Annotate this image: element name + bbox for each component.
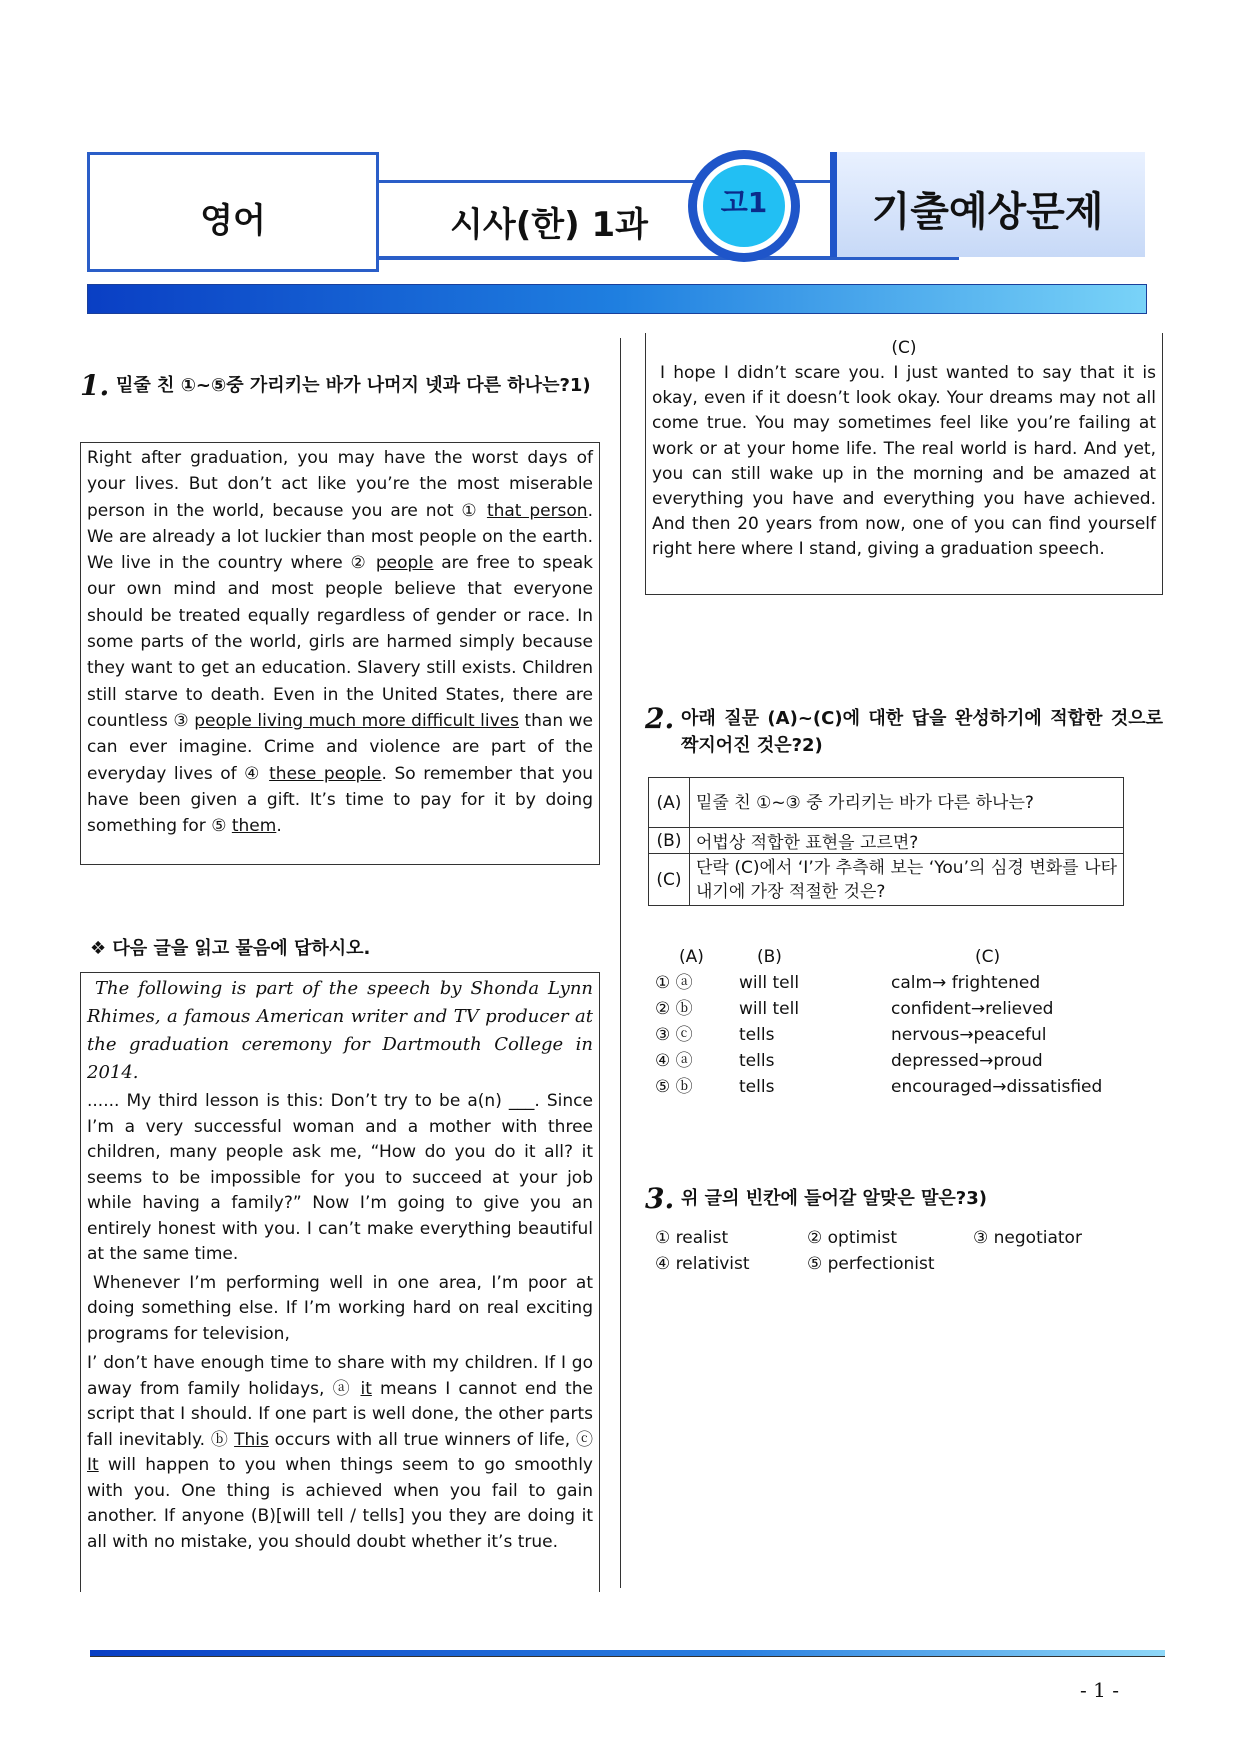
col-header-a: (A) xyxy=(679,947,704,967)
choice-row[interactable] xyxy=(655,996,1155,1022)
option-4[interactable]: ④ relativist xyxy=(655,1254,750,1274)
subject-box xyxy=(87,152,379,272)
speech-passage xyxy=(80,972,600,1592)
choice-c: depressed→proud xyxy=(891,1051,1043,1071)
passage-text: . We are already a lot luckier than most people on the earth. We live in the country where ② xyxy=(87,500,593,574)
choice-row[interactable] xyxy=(655,1048,1155,1074)
question-2-number: 2. xyxy=(645,702,675,735)
question-1 xyxy=(80,369,600,402)
page-title: 기출예상문제 xyxy=(871,189,1104,235)
grade-label: 고1 xyxy=(720,186,768,219)
speech-paragraph-2: Whenever I’m performing well in one area, I’m poor at doing something else. If I’m working hard on real exciting programs for television, xyxy=(87,1272,593,1344)
choice-b: tells xyxy=(739,1051,775,1071)
question-3-number: 3. xyxy=(645,1182,675,1215)
lesson-label: 시사(한) 1과 xyxy=(450,205,648,245)
question-1-prompt: 밑줄 친 ①~⑤중 가리키는 바가 나머지 넷과 다른 하나는?1) xyxy=(116,375,591,396)
col-header-b: (B) xyxy=(757,947,782,967)
subject-label: 영어 xyxy=(200,201,266,241)
question-2-table xyxy=(648,777,1124,906)
question-1-passage xyxy=(80,442,600,865)
passage-text: will happen to you when things seem to go smoothly with you. One thing is achieved when you fail to gain another. If anyone (B)[will tell / tells] you they are doing it all with no mistake, you should doubt whether it’s true. xyxy=(87,1455,593,1552)
passage-text: occurs with all true winners of life, ⓒ xyxy=(268,1429,593,1450)
question-3 xyxy=(645,1182,1163,1215)
option-1[interactable]: ① realist xyxy=(655,1228,729,1248)
speech-paragraph-1: ...... My third lesson is this: Don’t try to be a(n) ___. Since I’m a very successful woman and a mother with three children, many people ask me, “How do you do it all? it seems to be impossible for you to succeed at your job while having a family?” Now I’m going to give you an entirely honest with you. I can’t make everything beautiful at the same time. xyxy=(87,1091,593,1264)
choice-number: ② ⓑ xyxy=(655,999,693,1019)
row-label: (B) xyxy=(649,828,690,854)
speech-passage-continued xyxy=(645,333,1163,595)
choice-number: ④ ⓐ xyxy=(655,1051,693,1071)
underlined-b: This xyxy=(234,1429,269,1450)
passage-text: Right after graduation, you may have the worst days of your lives. But don’t act like you’re the most miserable person in the world, because you are not ① xyxy=(87,448,593,521)
choice-row[interactable] xyxy=(655,970,1155,996)
grade-badge xyxy=(688,150,800,262)
passage-text: . So remember that you have been given a gift. It’s time to pay for it by doing something for ⑤ xyxy=(87,763,593,837)
row-label: (C) xyxy=(649,854,690,906)
choice-b: will tell xyxy=(739,973,800,993)
passage-text: . xyxy=(276,816,282,837)
choice-row[interactable] xyxy=(655,1074,1155,1100)
speech-intro: The following is part of the speech by Shonda Lynn Rhimes, a famous American writer and TV producer at the graduation ceremony for Dartmouth College in 2014. xyxy=(87,978,593,1083)
question-1-number: 1. xyxy=(80,369,110,402)
choice-b: tells xyxy=(739,1025,775,1045)
choice-c: confident→relieved xyxy=(891,999,1054,1019)
underlined-phrase-1: that person xyxy=(486,500,588,521)
row-text: 단락 (C)에서 ‘I’가 추측해 보는 ‘You’의 심경 변화를 나타내기에 가장 적절한 것은? xyxy=(690,854,1124,906)
choices-header xyxy=(655,944,1155,970)
passage-text: than we can ever imagine. Crime and violence are part of the everyday lives of ④ xyxy=(87,710,593,784)
passage-text: are free to speak our own mind and most people believe that everyone should be treated equally regardless of gender or race. In some parts of the world, girls are harmed simply because they want to get an education. Slavery still exists. Children still starve to death. Even in the United States, there are countless ③ xyxy=(87,553,593,731)
choice-b: tells xyxy=(739,1077,775,1097)
col-header-c: (C) xyxy=(975,947,1001,967)
question-2-prompt: 아래 질문 (A)~(C)에 대한 답을 완성하기에 적합한 것으로 짝지어진 것은?2) xyxy=(681,708,1163,756)
footer-bar xyxy=(90,1650,1165,1657)
choice-number: ① ⓐ xyxy=(655,973,693,993)
choice-number: ⑤ ⓑ xyxy=(655,1077,693,1097)
choice-c: encouraged→dissatisfied xyxy=(891,1077,1103,1097)
option-5[interactable]: ⑤ perfectionist xyxy=(807,1254,935,1274)
passage-text: means I cannot end the script that I should. If one part is well done, the other parts fall inevitably. ⓑ xyxy=(87,1378,593,1450)
choice-b: will tell xyxy=(739,999,800,1019)
row-label: (A) xyxy=(649,778,690,828)
underlined-phrase-3: people living much more difficult lives xyxy=(194,710,519,731)
underlined-c: It xyxy=(87,1455,99,1475)
question-3-options xyxy=(655,1225,1155,1285)
choice-c: calm→ frightened xyxy=(891,973,1041,993)
paragraph-c-text: I hope I didn’t scare you. I just wanted to say that it is okay, even if it doesn’t look okay. Your dreams may not all come true. You may sometimes feel like you’re failing at work or at your home life. The real world is hard. And yet, you can still wake up in the morning and be amazed at everything you have and everything you have achieved. And then 20 years from now, one of you can find yourself right here where I stand, giving a graduation speech. xyxy=(652,363,1156,560)
question-2-choices xyxy=(655,944,1155,1100)
page-number: - 1 - xyxy=(1080,1678,1119,1702)
choice-row[interactable] xyxy=(655,1022,1155,1048)
paragraph-c-label: (C) xyxy=(891,338,917,358)
title-box xyxy=(830,152,1145,257)
underlined-phrase-5: them xyxy=(231,816,277,837)
underlined-phrase-4: these people xyxy=(269,763,382,784)
choice-c: nervous→peaceful xyxy=(891,1025,1047,1045)
choice-number: ③ ⓒ xyxy=(655,1025,693,1045)
column-divider xyxy=(620,338,621,1588)
question-2 xyxy=(645,702,1163,759)
speech-paragraph-3 xyxy=(87,1351,593,1555)
passage-text: I’ don’t have enough time to share with my children. If I go away from family holidays, ⓐ xyxy=(87,1353,593,1399)
header-gradient-bar xyxy=(87,284,1147,314)
row-text: 어법상 적합한 표현을 고르면? xyxy=(690,828,1124,854)
question-3-prompt: 위 글의 빈칸에 들어갈 알맞은 말은?3) xyxy=(681,1188,987,1209)
underlined-phrase-2: people xyxy=(375,553,434,574)
underlined-a: it xyxy=(360,1378,372,1399)
row-text: 밑줄 친 ①~③ 중 가리키는 바가 다른 하나는? xyxy=(690,778,1124,828)
instruction-heading: ❖ 다음 글을 읽고 물음에 답하시오. xyxy=(90,938,371,959)
option-3[interactable]: ③ negotiator xyxy=(973,1228,1082,1248)
option-2[interactable]: ② optimist xyxy=(807,1228,898,1248)
